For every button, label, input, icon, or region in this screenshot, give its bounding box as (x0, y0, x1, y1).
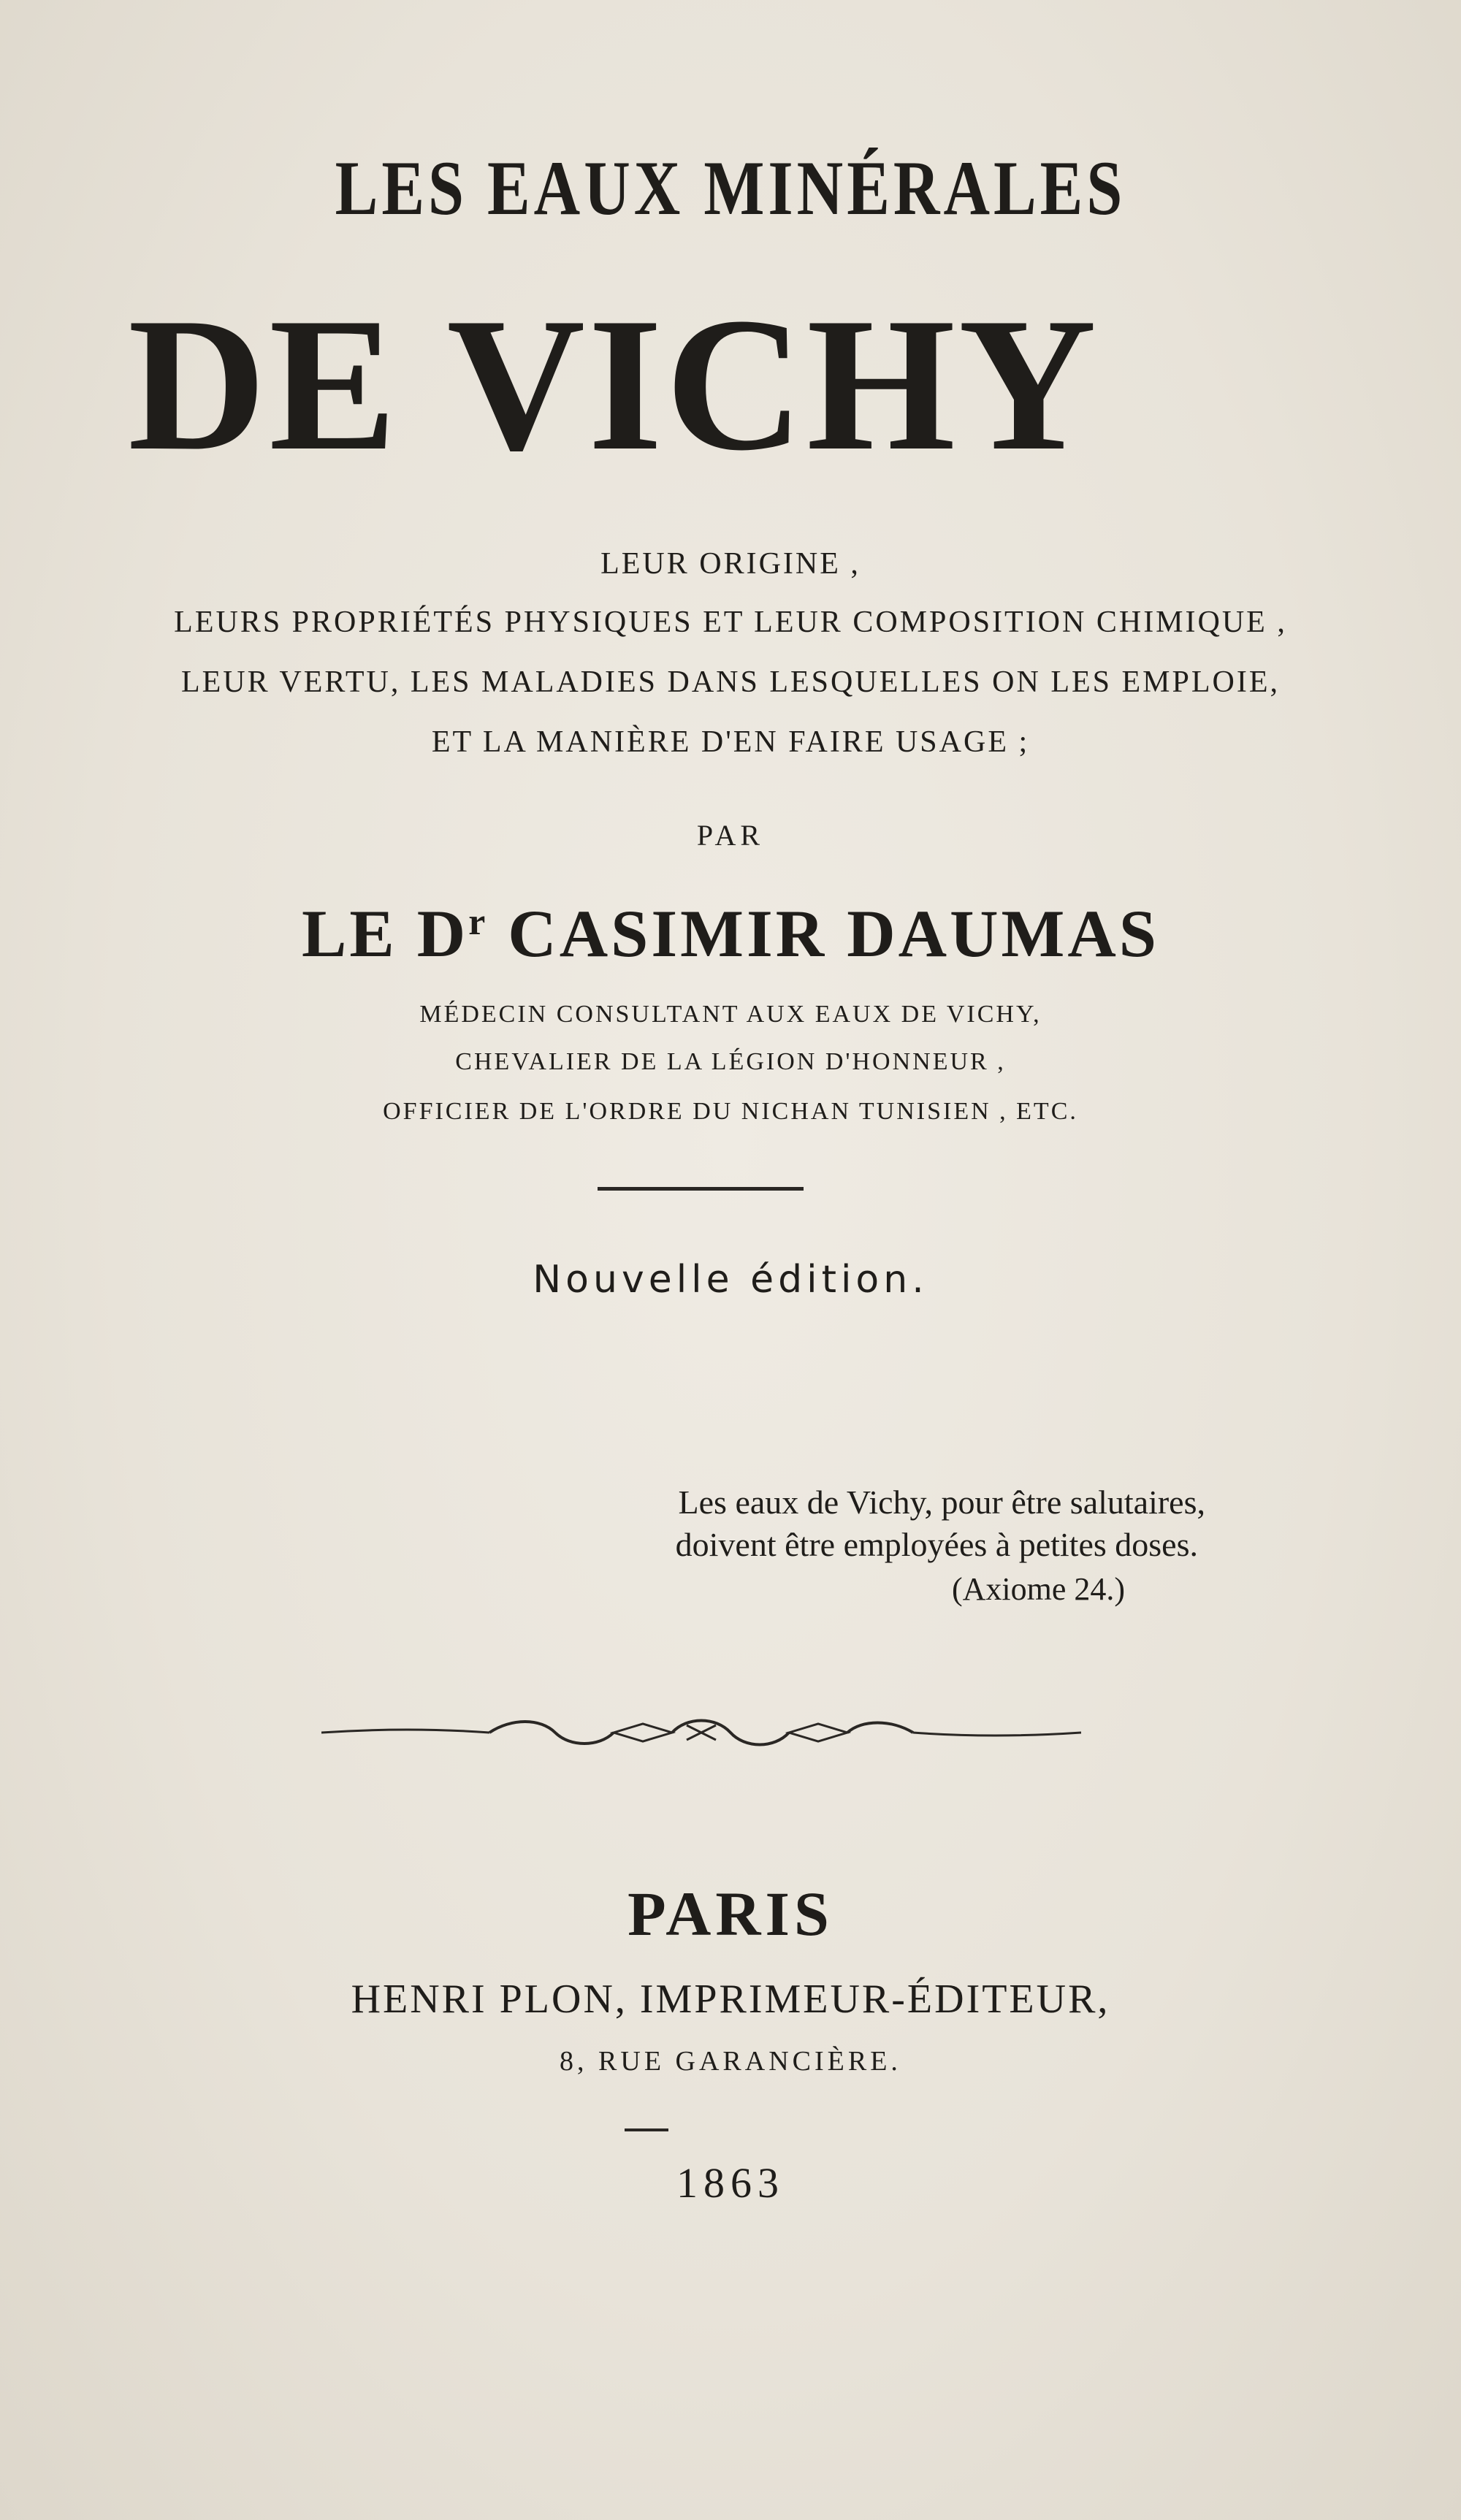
imprint-address: 8, RUE GARANCIÈRE. (560, 2046, 901, 2077)
epigraph-line-1: Les eaux de Vichy, pour être salutaires, (678, 1484, 1205, 1521)
edition-label: Nouvelle édition. (533, 1258, 928, 1302)
author-title-superscript: r (468, 901, 489, 943)
subtitle-line-1: LEUR ORIGINE , (600, 547, 861, 581)
title-line-2: DE VICHY (128, 278, 1100, 490)
credential-2: CHEVALIER DE LA LÉGION D'HONNEUR , (455, 1048, 1006, 1075)
short-rule (625, 2128, 668, 2131)
subtitle-line-2: LEURS PROPRIÉTÉS PHYSIQUES ET LEUR COMPOSITION CHIMIQUE , (174, 606, 1287, 639)
imprint-printer: HENRI PLON, IMPRIMEUR-ÉDITEUR, (351, 1977, 1110, 2022)
author-full-name: CASIMIR DAUMAS (508, 896, 1159, 971)
epigraph-line-2: doivent être employées à petites doses. (675, 1526, 1198, 1563)
title-line-1: LES EAUX MINÉRALES (335, 146, 1126, 232)
divider-rule (598, 1187, 804, 1191)
author-name (0, 895, 1461, 972)
subtitle-line-3: LEUR VERTU, LES MALADIES DANS LESQUELLES ON LES EMPLOIE, (180, 665, 1280, 699)
ornament-divider (321, 1711, 1081, 1755)
credential-1: MÉDECIN CONSULTANT AUX EAUX DE VICHY, (419, 1001, 1042, 1028)
publication-year: 1863 (676, 2159, 785, 2207)
imprint-city: PARIS (627, 1879, 834, 1949)
author-prefix: LE D (302, 896, 469, 971)
epigraph-source: (Axiome 24.) (951, 1571, 1125, 1607)
credential-3: OFFICIER DE L'ORDRE DU NICHAN TUNISIEN , ETC. (383, 1098, 1078, 1125)
subtitle-line-4: ET LA MANIÈRE D'EN FAIRE USAGE ; (431, 725, 1030, 759)
by-label: PAR (696, 819, 765, 852)
